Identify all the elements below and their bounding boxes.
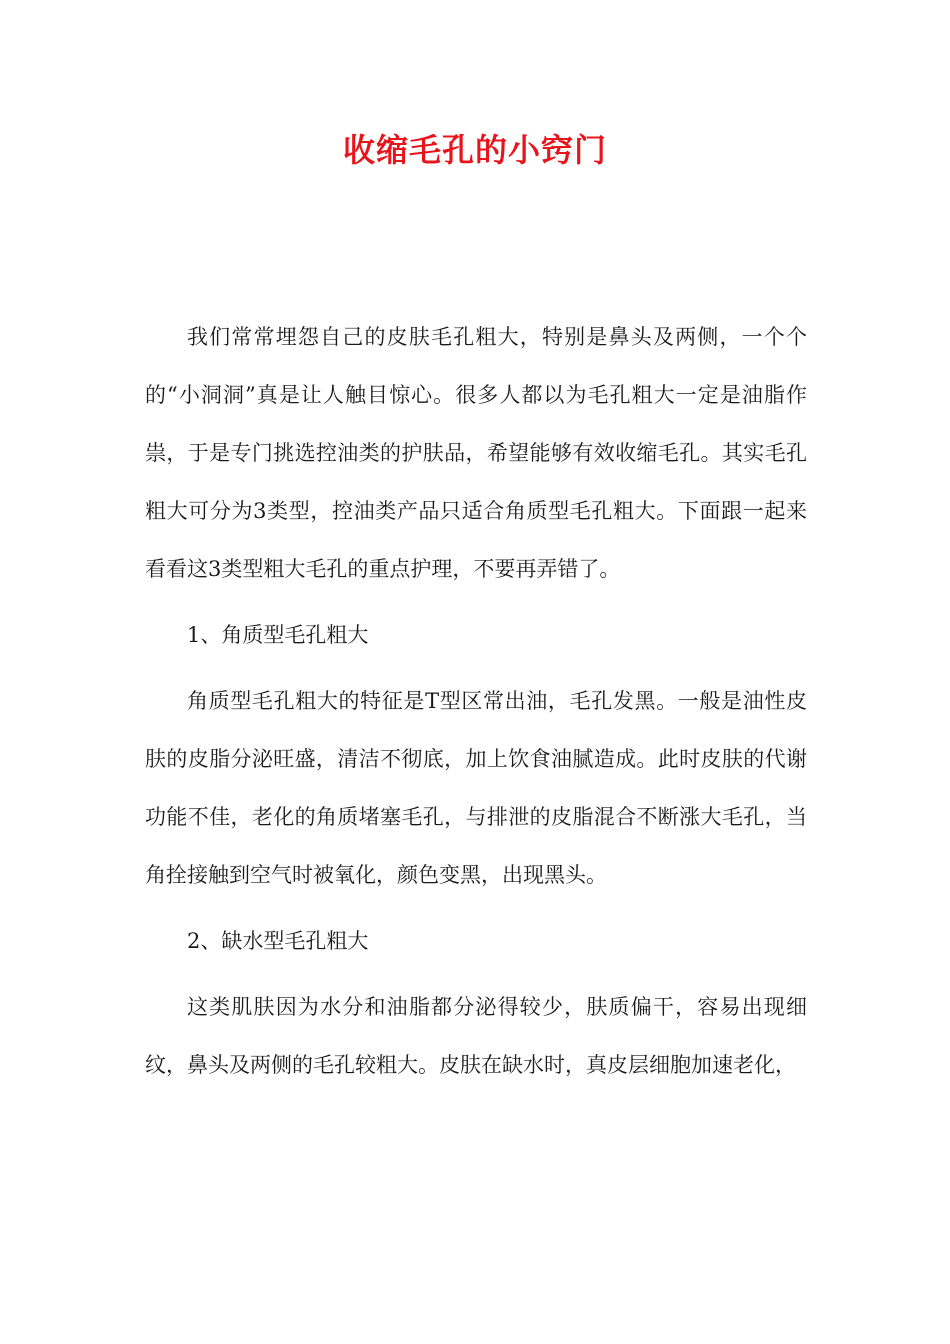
section-paragraph-dehydration: 这类肌肤因为水分和油脂都分泌得较少，肤质偏干，容易出现细纹，鼻头及两侧的毛孔较粗大。皮肤在缺水时，真皮层细胞加速老化， [145,995,807,1077]
section-heading-keratin: 1、角质型毛孔粗大 [187,623,369,647]
intro-paragraph: 我们常常埋怨自己的皮肤毛孔粗大，特别是鼻头及两侧，一个个的“小洞洞”真是让人触目惊心。很多人都以为毛孔粗大一定是油脂作祟，于是专门挑选控油类的护肤品，希望能够有效收缩毛孔。其实毛孔粗大可分为3类型，控油类产品只适合角质型毛孔粗大。下面跟一起来看看这3类型粗大毛孔的重点护理，不要再弄错了。 [145,325,807,581]
section-paragraph-keratin: 角质型毛孔粗大的特征是T型区常出油，毛孔发黑。一般是油性皮肤的皮脂分泌旺盛，清洁不彻底，加上饮食油腻造成。此时皮肤的代谢功能不佳，老化的角质堵塞毛孔，与排泄的皮脂混合不断涨大毛孔，当角拴接触到空气时被氧化，颜色变黑，出现黑头。 [145,689,807,887]
section-heading-dehydration: 2、缺水型毛孔粗大 [187,929,369,953]
document-title: 收缩毛孔的小窍门 [342,131,607,169]
document-body [145,308,807,1094]
